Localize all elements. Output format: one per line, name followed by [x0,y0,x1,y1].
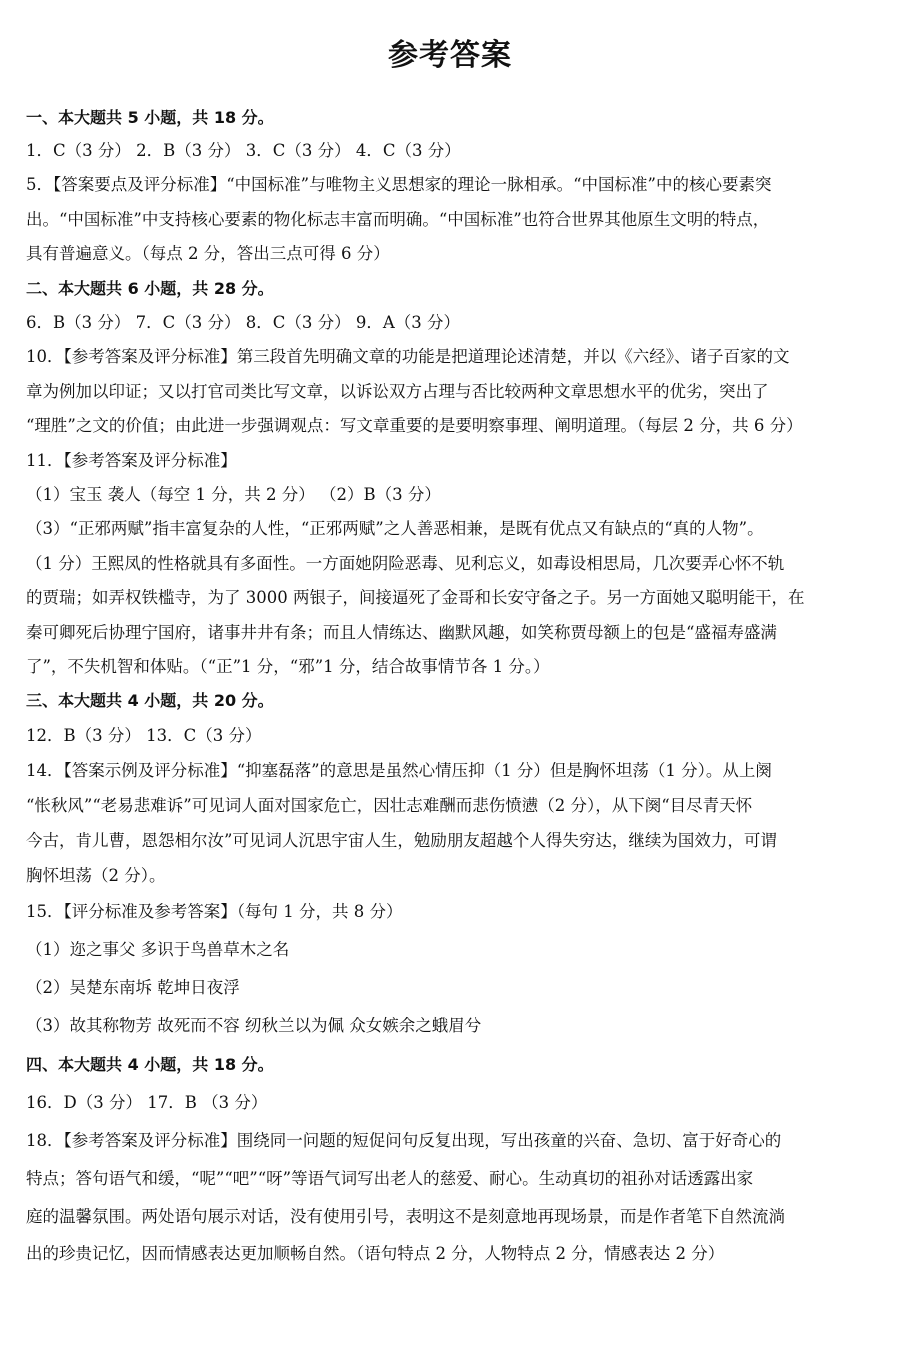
section-heading-3: 三、本大题共 4 小题，共 20 分。 [26,691,274,710]
answer-line-11-1-2: （1）宝玉 袭人（每空 1 分，共 2 分） （2）B（3 分） [26,485,441,504]
answer-line-1-4: 1．C（3 分） 2．B（3 分） 3．C（3 分） 4．C（3 分） [26,141,461,160]
answer-line-18b: 特点；答句语气和缓，“呢”“吧”“呀”等语气词写出老人的慈爱、耐心。生动真切的祖孙对话透露出家 [26,1169,754,1188]
answer-line-5c: 具有普遍意义。（每点 2 分，答出三点可得 6 分） [26,244,390,263]
section-heading-4: 四、本大题共 4 小题，共 18 分。 [26,1055,274,1074]
answer-line-18c: 庭的温馨氛围。两处语句展示对话，没有使用引号，表明这不是刻意地再现场景，而是作者笔下自然流淌 [26,1207,785,1226]
answer-line-14b: “怅秋风”“老易悲难诉”可见词人面对国家危亡，因壮志难酬而悲伤愤懑（2 分），从下阕“目尽青天怀 [26,796,753,815]
answer-line-16-17: 16．D（3 分） 17．B （3 分） [26,1093,268,1112]
answer-line-14c: 今古，肯儿曹，恩怨相尔汝”可见词人沉思宇宙人生，勉励朋友超越个人得失穷达，继续为国效力，可谓 [26,831,777,850]
answer-line-10a: 10．【参考答案及评分标准】第三段首先明确文章的功能是把道理论述清楚，并以《六经》、诸子百家的文 [26,347,790,366]
answer-line-15-3: （3）故其称物芳 故死而不容 纫秋兰以为佩 众女嫉余之蛾眉兮 [26,1016,482,1035]
answer-line-15-1: （1）迩之事父 多识于鸟兽草木之名 [26,940,290,959]
answer-line-18a: 18．【参考答案及评分标准】围绕同一问题的短促问句反复出现，写出孩童的兴奋、急切、富于好奇心的 [26,1131,782,1150]
answer-line-6-9: 6．B（3 分） 7．C（3 分） 8．C（3 分） 9．A（3 分） [26,313,460,332]
answer-line-11-3a: （3）“正邪两赋”指丰富复杂的人性，“正邪两赋”之人善恶相兼，是既有优点又有缺点的“真的人物”。 [26,519,764,538]
answer-line-15-2: （2）吴楚东南坼 乾坤日夜浮 [26,978,240,997]
answer-line-15-head: 15．【评分标准及参考答案】（每句 1 分，共 8 分） [26,902,403,921]
answer-line-11-3b: （1 分）王熙凤的性格就具有多面性。一方面她阴险恶毒、见利忘义，如毒设相思局，几次要弄心怀不轨 [26,554,785,573]
section-heading-1: 一、本大题共 5 小题，共 18 分。 [26,108,274,127]
answer-line-11-3c: 的贾瑞；如弄权铁槛寺，为了 3000 两银子，间接逼死了金哥和长安守备之子。另一方面她又聪明能干，在 [26,588,805,607]
answer-line-14d: 胸怀坦荡（2 分）。 [26,866,166,885]
answer-line-5a: 5．【答案要点及评分标准】“中国标准”与唯物主义思想家的理论一脉相承。“中国标准”中的核心要素突 [26,175,772,194]
answer-line-10c: “理胜”之文的价值；由此进一步强调观点：写文章重要的是要明察事理、阐明道理。（每层 2 分，共 6 分） [26,416,803,435]
section-heading-2: 二、本大题共 6 小题，共 28 分。 [26,279,274,298]
answer-line-18d: 出的珍贵记忆，因而情感表达更加顺畅自然。（语句特点 2 分，人物特点 2 分，情感表达 2 分） [26,1244,725,1263]
answer-line-14a: 14．【答案示例及评分标准】“抑塞磊落”的意思是虽然心情压抑（1 分）但是胸怀坦荡（1 分）。从上阕 [26,761,772,780]
answer-line-11-3d: 秦可卿死后协理宁国府，诸事井井有条；而且人情练达、幽默风趣，如笑称贾母额上的包是“盛福寿盛满 [26,623,777,642]
answer-line-10b: 章为例加以印证；又以打官司类比写文章，以诉讼双方占理与否比较两种文章思想水平的优劣，突出了 [26,382,769,401]
answer-line-11-head: 11．【参考答案及评分标准】 [26,451,237,470]
answer-line-5b: 出。“中国标准”中支持核心要素的物化标志丰富而明确。“中国标准”也符合世界其他原生文明的特点， [26,210,770,229]
page-title: 参考答案 [388,38,512,73]
answer-line-12-13: 12．B（3 分） 13．C（3 分） [26,726,262,745]
answer-line-11-3e: 了”，不失机智和体贴。（“正”1 分，“邪”1 分，结合故事情节各 1 分。） [26,657,550,676]
